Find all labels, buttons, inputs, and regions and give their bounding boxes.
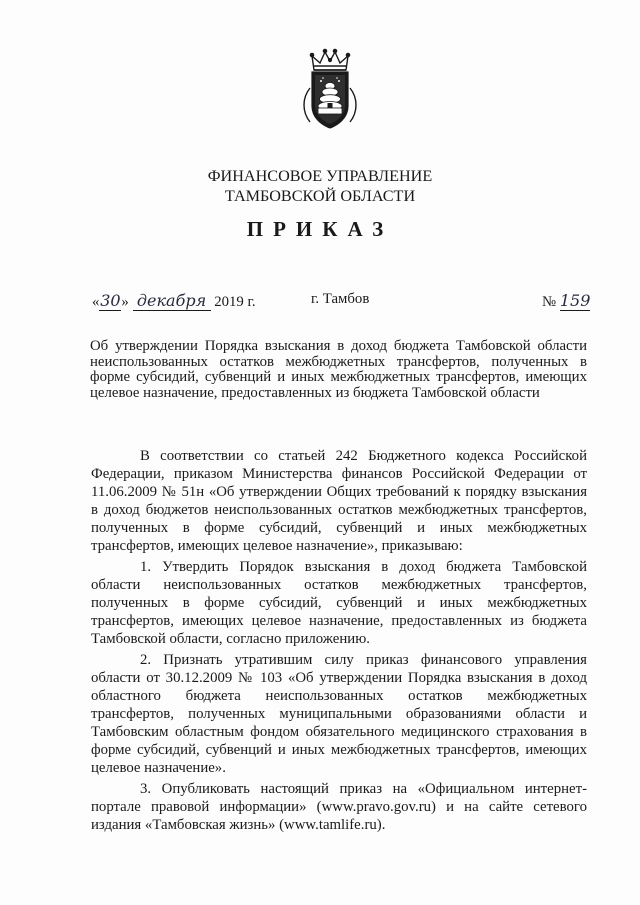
date-quote-close: » bbox=[121, 294, 129, 310]
organization-line-2: ТАМБОВСКОЙ ОБЛАСТИ bbox=[224, 187, 416, 205]
body-item-2: 2. Признать утратившим силу приказ финансового управления области от 30.12.2009 № 103 «Об утверждении Порядка взыскания в доход областного бюджета неиспользованных остатков межбюджетных трансфертов, полученных муниципальными образованиями области и Тамбовским областным фондом обязательного медицинского страхования в форме субсидий, субвенций и иных межбюджетных трансфертов, имеющих целевое назначение». bbox=[91, 652, 587, 776]
document-type-title: ПРИКАЗ bbox=[246, 217, 394, 241]
date-day-handwritten: 30 bbox=[100, 291, 121, 310]
date-month-handwritten: декабря bbox=[133, 291, 211, 311]
date-quote-open: « bbox=[92, 294, 100, 310]
order-body bbox=[91, 447, 587, 837]
order-number bbox=[542, 291, 590, 311]
city-name: г. Тамбов bbox=[311, 291, 370, 307]
number-prefix: № bbox=[542, 294, 557, 310]
body-item-3: 3. Опубликовать настоящий приказ на «Официальном интернет-портале правовой информации» (www.pravo.gov.ru) и на сайте сетевого издания «Тамбовская жизнь» (www.tamlife.ru). bbox=[91, 781, 587, 833]
organization-line-1: ФИНАНСОВОЕ УПРАВЛЕНИЕ bbox=[207, 167, 433, 185]
order-date bbox=[92, 291, 256, 311]
organization-name bbox=[0, 166, 640, 206]
body-item-1: 1. Утвердить Порядок взыскания в доход бюджета Тамбовской области неиспользованных остатков межбюджетных трансфертов, полученных в форме субсидий, субвенций и иных межбюджетных трансфертов, имеющих целевое назначение, предоставленных из бюджета Тамбовской области, согласно приложению. bbox=[91, 559, 587, 647]
coat-of-arms-emblem bbox=[300, 48, 360, 130]
order-number-handwritten: 159 bbox=[559, 291, 591, 310]
order-subject: Об утверждении Порядка взыскания в доход бюджета Тамбовской области неиспользованных остатков межбюджетных трансфертов, полученных в форме субсидий, субвенций и иных межбюджетных трансфертов, имеющих целевое назначение, предоставленных из бюджета Тамбовской области bbox=[90, 338, 587, 401]
body-preamble: В соответствии со статьей 242 Бюджетного кодекса Российской Федерации, приказом Министерства финансов Российской Федерации от 11.06.2009 № 51н «Об утверждении Общих требований к порядку взыскания в доход бюджетов неиспользованных остатков межбюджетных трансфертов, полученных в форме субсидий, субвенций и иных межбюджетных трансфертов, имеющих целевое назначение», приказываю: bbox=[91, 448, 587, 554]
date-year: 2019 г. bbox=[214, 294, 256, 310]
